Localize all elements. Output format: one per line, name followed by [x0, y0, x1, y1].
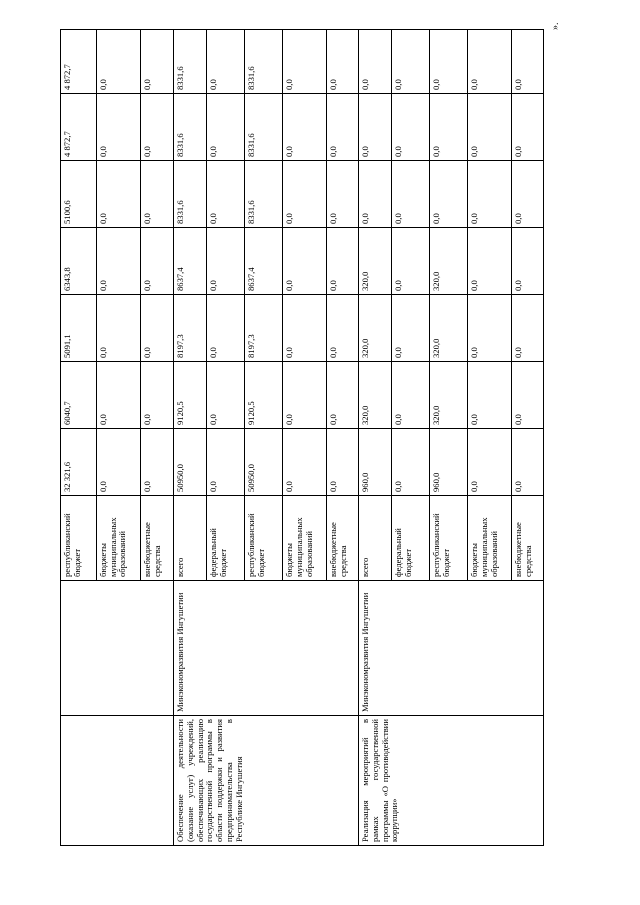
value-cell: 320,0 — [430, 228, 468, 295]
value-cell: 0,0 — [96, 30, 140, 94]
value-cell: 0,0 — [358, 94, 391, 161]
executor-cell — [61, 581, 174, 716]
value-cell: 0,0 — [468, 161, 512, 228]
value-cell: 0,0 — [96, 362, 140, 429]
value-cell: 0,0 — [283, 94, 327, 161]
value-cell: 8197,3 — [245, 295, 283, 362]
value-cell: 0,0 — [358, 161, 391, 228]
value-cell: 960,0 — [358, 429, 391, 496]
value-cell: 6040,7 — [61, 362, 97, 429]
value-cell: 50950,0 — [245, 429, 283, 496]
value-cell: 8637,4 — [173, 228, 206, 295]
funding-source-cell: внебюджетные средства — [512, 496, 544, 581]
value-cell: 0,0 — [391, 295, 429, 362]
table-row — [61, 30, 97, 846]
value-cell: 0,0 — [283, 295, 327, 362]
value-cell: 0,0 — [512, 30, 544, 94]
value-cell: 0,0 — [512, 94, 544, 161]
funding-source-cell: всего — [173, 496, 206, 581]
value-cell: 8197,3 — [173, 295, 206, 362]
value-cell: 8331,6 — [245, 161, 283, 228]
value-cell: 6343,8 — [61, 228, 97, 295]
value-cell: 0,0 — [327, 362, 359, 429]
value-cell: 0,0 — [140, 161, 173, 228]
value-cell: 0,0 — [512, 161, 544, 228]
value-cell: 960,0 — [430, 429, 468, 496]
value-cell: 0,0 — [468, 94, 512, 161]
closing-mark: ». — [550, 22, 561, 30]
value-cell: 0,0 — [430, 94, 468, 161]
value-cell: 0,0 — [140, 94, 173, 161]
funding-source-cell: внебюджетные средства — [140, 496, 173, 581]
value-cell: 320,0 — [358, 228, 391, 295]
value-cell: 0,0 — [327, 94, 359, 161]
table-row — [173, 30, 206, 846]
value-cell: 9120,5 — [173, 362, 206, 429]
funding-source-cell: республиканский бюджет — [430, 496, 468, 581]
value-cell: 8331,6 — [173, 30, 206, 94]
value-cell: 320,0 — [430, 295, 468, 362]
funding-source-cell: федеральный бюджет — [391, 496, 429, 581]
value-cell: 8637,4 — [245, 228, 283, 295]
measure-name-cell: Реализация мероприятий в рамках государственной программы «О противодействии коррупции» — [358, 716, 543, 846]
value-cell: 8331,6 — [245, 94, 283, 161]
value-cell: 8331,6 — [173, 94, 206, 161]
funding-source-cell: федеральный бюджет — [206, 496, 244, 581]
value-cell: 0,0 — [327, 30, 359, 94]
table-row — [358, 30, 391, 846]
value-cell: 0,0 — [140, 362, 173, 429]
measure-name-cell — [61, 716, 174, 846]
measure-name-cell: Обеспечение деятельности (оказание услуг) учреждений, обеспечивающих реализацию государственной программы в области поддержки и развития предпринимательства в Республике Ингушетия — [173, 716, 358, 846]
value-cell: 4 872,7 — [61, 30, 97, 94]
executor-cell: Минэкономразвития Ингушетии — [173, 581, 358, 716]
value-cell: 0,0 — [468, 30, 512, 94]
value-cell: 320,0 — [430, 362, 468, 429]
value-cell: 0,0 — [96, 295, 140, 362]
funding-source-cell: бюджеты муниципальных образований — [283, 496, 327, 581]
value-cell: 0,0 — [391, 161, 429, 228]
value-cell: 50950,0 — [173, 429, 206, 496]
value-cell: 0,0 — [206, 228, 244, 295]
value-cell: 0,0 — [327, 295, 359, 362]
value-cell: 0,0 — [206, 295, 244, 362]
value-cell: 0,0 — [512, 429, 544, 496]
funding-source-cell: бюджеты муниципальных образований — [468, 496, 512, 581]
value-cell: 5100,6 — [61, 161, 97, 228]
value-cell: 0,0 — [327, 429, 359, 496]
value-cell: 0,0 — [512, 228, 544, 295]
funding-source-cell: бюджеты муниципальных образований — [96, 496, 140, 581]
funding-source-cell: республиканский бюджет — [61, 496, 97, 581]
value-cell: 320,0 — [358, 362, 391, 429]
executor-cell: Минэкономразвития Ингушетии — [358, 581, 543, 716]
budget-table — [60, 29, 544, 846]
value-cell: 0,0 — [430, 30, 468, 94]
value-cell: 0,0 — [391, 228, 429, 295]
value-cell: 0,0 — [140, 429, 173, 496]
value-cell: 0,0 — [358, 30, 391, 94]
value-cell: 0,0 — [512, 362, 544, 429]
value-cell: 0,0 — [206, 362, 244, 429]
value-cell: 32 321,6 — [61, 429, 97, 496]
value-cell: 0,0 — [283, 30, 327, 94]
value-cell: 9120,5 — [245, 362, 283, 429]
value-cell: 0,0 — [140, 30, 173, 94]
value-cell: 8331,6 — [173, 161, 206, 228]
value-cell: 0,0 — [327, 161, 359, 228]
value-cell: 0,0 — [468, 295, 512, 362]
value-cell: 8331,6 — [245, 30, 283, 94]
value-cell: 0,0 — [96, 94, 140, 161]
value-cell: 0,0 — [96, 429, 140, 496]
value-cell: 0,0 — [391, 30, 429, 94]
value-cell: 0,0 — [140, 228, 173, 295]
funding-source-cell: внебюджетные средства — [327, 496, 359, 581]
value-cell: 0,0 — [283, 429, 327, 496]
value-cell: 320,0 — [358, 295, 391, 362]
value-cell: 4 872,7 — [61, 94, 97, 161]
value-cell: 0,0 — [206, 429, 244, 496]
value-cell: 5091,1 — [61, 295, 97, 362]
value-cell: 0,0 — [391, 362, 429, 429]
value-cell: 0,0 — [206, 161, 244, 228]
value-cell: 0,0 — [206, 30, 244, 94]
value-cell: 0,0 — [327, 228, 359, 295]
rotated-page — [60, 30, 544, 846]
value-cell: 0,0 — [283, 362, 327, 429]
value-cell: 0,0 — [468, 362, 512, 429]
value-cell: 0,0 — [96, 228, 140, 295]
value-cell: 0,0 — [468, 429, 512, 496]
value-cell: 0,0 — [430, 161, 468, 228]
value-cell: 0,0 — [283, 161, 327, 228]
value-cell: 0,0 — [391, 429, 429, 496]
value-cell: 0,0 — [96, 161, 140, 228]
value-cell: 0,0 — [512, 295, 544, 362]
value-cell: 0,0 — [283, 228, 327, 295]
value-cell: 0,0 — [468, 228, 512, 295]
funding-source-cell: всего — [358, 496, 391, 581]
value-cell: 0,0 — [140, 295, 173, 362]
table-body — [61, 30, 544, 846]
value-cell: 0,0 — [206, 94, 244, 161]
funding-source-cell: республиканский бюджет — [245, 496, 283, 581]
value-cell: 0,0 — [391, 94, 429, 161]
